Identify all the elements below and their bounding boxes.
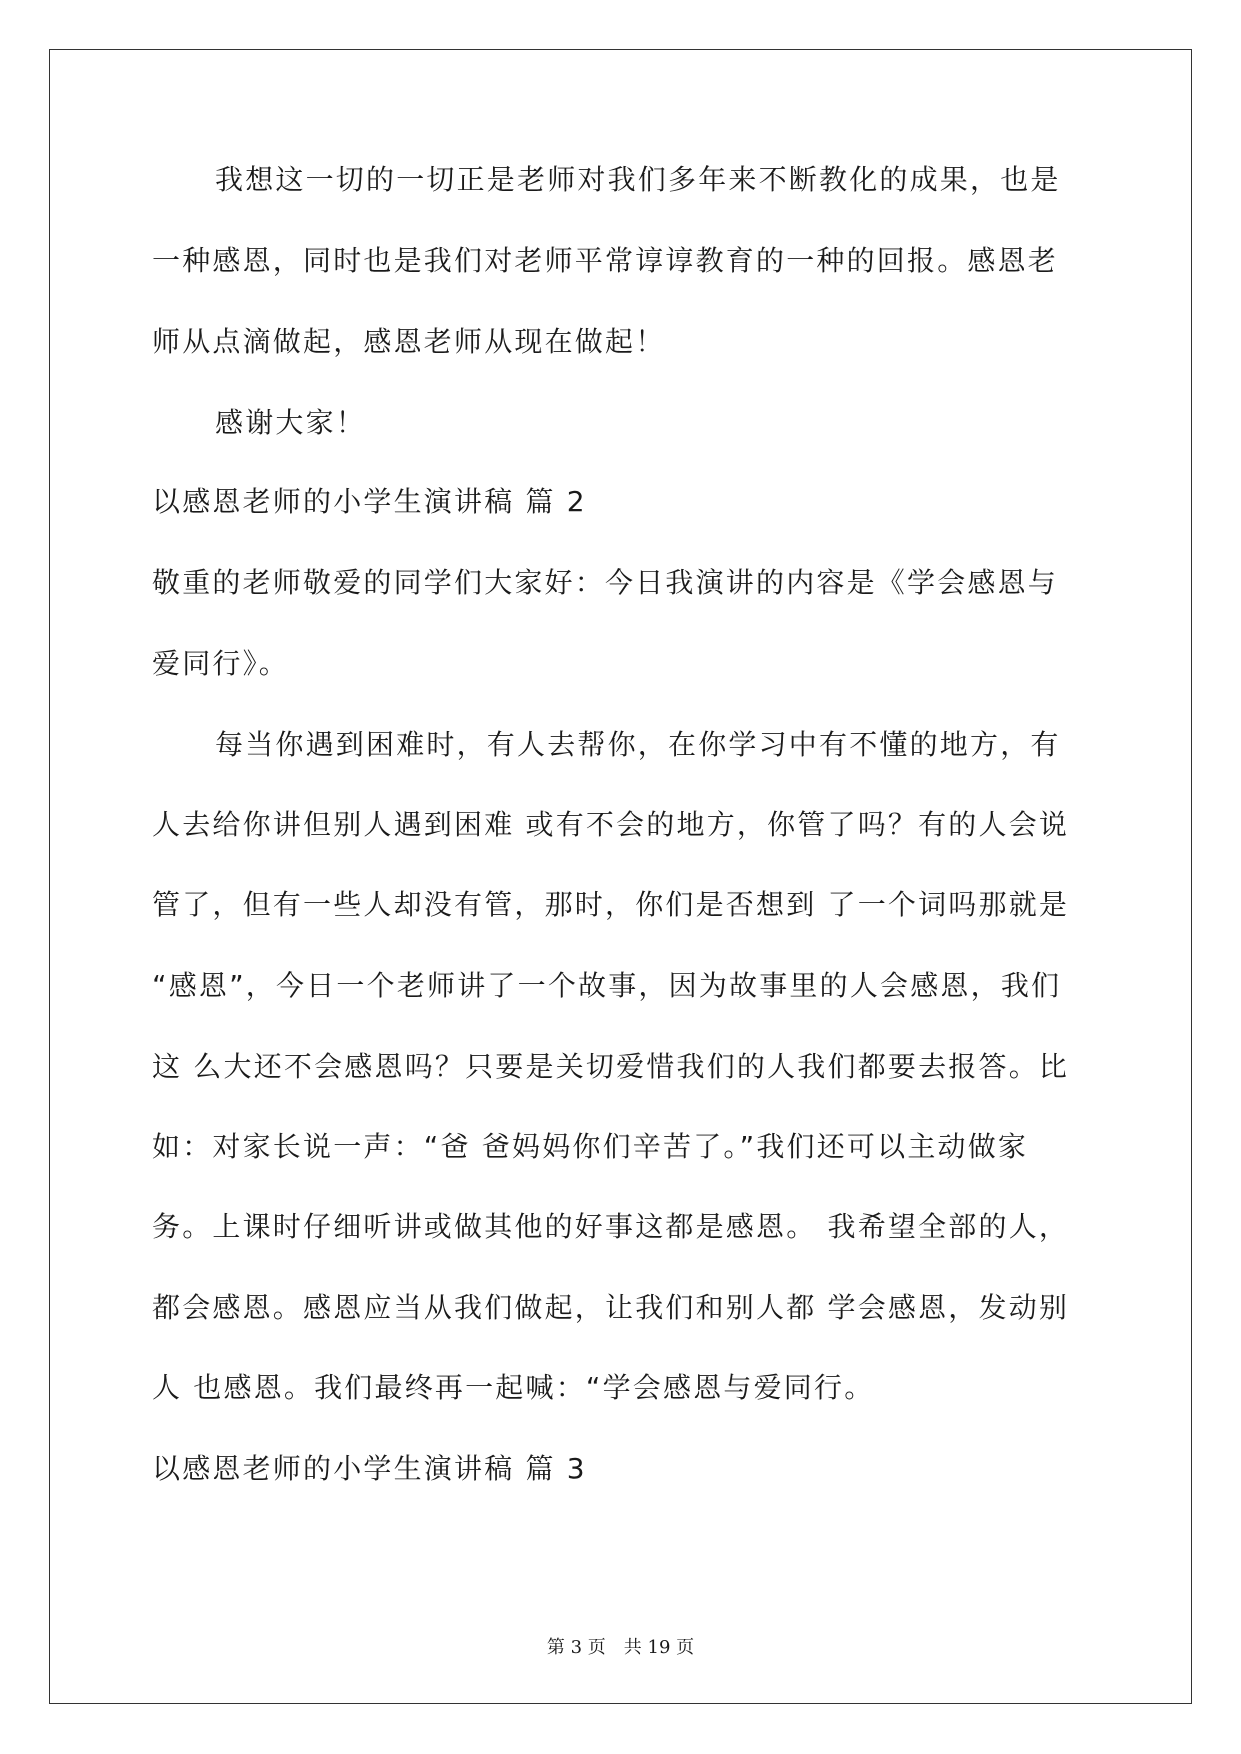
paragraph-line: 每当你遇到困难时，有人去帮你，在你学习中有不懂的地方，有: [215, 728, 1061, 761]
page-number: 第 3 页: [546, 1637, 606, 1658]
paragraph-line: “感恩”，今日一个老师讲了一个故事，因为故事里的人会感恩，我们: [152, 969, 1062, 1002]
paragraph-line: 一种感恩，同时也是我们对老师平常谆谆教育的一种的回报。感恩老: [152, 244, 1059, 277]
paragraph-line: 务。上课时仔细听讲或做其他的好事这都是感恩。 我希望全部的人，: [152, 1210, 1070, 1243]
section-heading: 以感恩老师的小学生演讲稿 篇 3: [152, 1452, 587, 1485]
page-total: 共 19 页: [623, 1637, 695, 1658]
paragraph-line: 师从点滴做起，感恩老师从现在做起！: [152, 325, 666, 358]
paragraph-line: 都会感恩。感恩应当从我们做起，让我们和别人都 学会感恩，发动别: [152, 1291, 1070, 1324]
paragraph-line: 敬重的老师敬爱的同学们大家好：今日我演讲的内容是《学会感恩与: [152, 566, 1059, 599]
paragraph-line: 感谢大家！: [215, 406, 367, 439]
paragraph-line: 爱同行》。: [152, 647, 290, 680]
paragraph-line: 人去给你讲但别人遇到困难 或有不会的地方，你管了吗？有的人会说: [152, 808, 1070, 841]
paragraph-line: 管了，但有一些人却没有管，那时，你们是否想到 了一个词吗那就是: [152, 888, 1070, 921]
paragraph-line: 我想这一切的一切正是老师对我们多年来不断教化的成果，也是: [215, 163, 1061, 196]
page-footer: [0, 1637, 1241, 1659]
paragraph-line: 如：对家长说一声：“爸 爸妈妈你们辛苦了。”我们还可以主动做家: [152, 1130, 1029, 1163]
paragraph-line: 这 么大还不会感恩吗？只要是关切爱惜我们的人我们都要去报答。比: [152, 1050, 1070, 1083]
paragraph-line: 人 也感恩。我们最终再一起喊：“学会感恩与爱同行。: [152, 1371, 875, 1404]
section-heading: 以感恩老师的小学生演讲稿 篇 2: [152, 485, 587, 518]
